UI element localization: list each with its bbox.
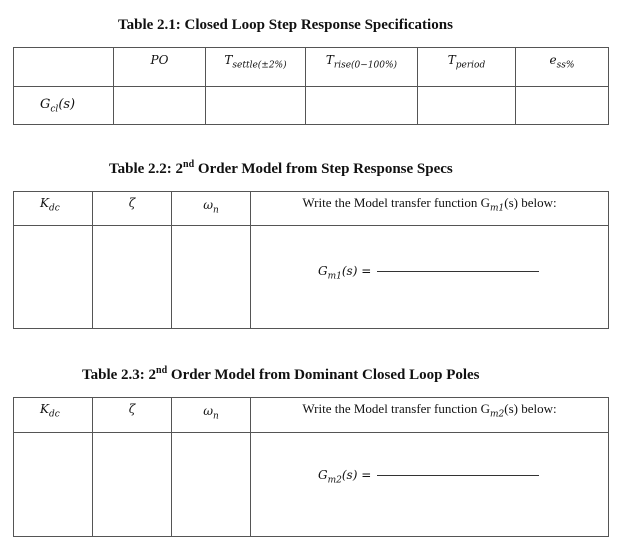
cell-zeta-value-2[interactable]	[93, 433, 172, 537]
table-2-1-caption-text: Table 2.1: Closed Loop Step Response Specifications	[118, 17, 453, 33]
row-label-gcl: $G_{cl}(s)$	[14, 87, 114, 125]
cell-ess-value[interactable]	[516, 87, 609, 125]
answer-line-gm2[interactable]	[377, 475, 539, 476]
table-2-2	[13, 191, 609, 329]
header-po: PO	[114, 48, 206, 87]
table-2-2-caption: Table 2.2: 2nd Order Model from Step Response Specs	[109, 159, 453, 177]
cell-omega-value-1[interactable]	[172, 226, 251, 329]
cell-t-settle-value[interactable]	[206, 87, 306, 125]
cell-kdc-value-1[interactable]	[14, 226, 93, 329]
cell-t-rise-value[interactable]	[306, 87, 418, 125]
header-kdc: $K_{dc}$	[14, 192, 93, 226]
header-t-period: $T_{period}$	[418, 48, 516, 87]
cell-kdc-value-2[interactable]	[14, 433, 93, 537]
cell-omega-value-2[interactable]	[172, 433, 251, 537]
instruction-gm1: Write the Model transfer function $G_{m1}(s)$ below:	[251, 192, 609, 226]
header-zeta: ζ	[93, 398, 172, 433]
table-2-1	[13, 47, 609, 125]
table-2-1-caption	[118, 17, 453, 34]
header-kdc: $K_{dc}$	[14, 398, 93, 433]
header-t-settle: $T_{settle(\pm 2\%)}$	[206, 48, 306, 87]
header-omega: $\omega_n$	[172, 398, 251, 433]
header-omega: $\omega_n$	[172, 192, 251, 226]
transfer-function-gm2: $G_{m2}(s)$ =	[318, 466, 539, 485]
table-2-3-caption: Table 2.3: 2nd Order Model from Dominant Closed Loop Poles	[82, 365, 480, 383]
answer-line-gm1[interactable]	[377, 271, 539, 272]
header-ess: $e_{ss\%}$	[516, 48, 609, 87]
header-zeta: ζ	[93, 192, 172, 226]
cell-t-period-value[interactable]	[418, 87, 516, 125]
cell-zeta-value-1[interactable]	[93, 226, 172, 329]
transfer-function-gm1: $G_{m1}(s)$ =	[318, 262, 539, 281]
header-t-rise: $T_{rise(0-100\%)}$	[306, 48, 418, 87]
table-2-1-corner-cell	[14, 48, 114, 87]
instruction-gm2: Write the Model transfer function $G_{m2}(s)$ below:	[251, 398, 609, 433]
cell-po-value[interactable]	[114, 87, 206, 125]
